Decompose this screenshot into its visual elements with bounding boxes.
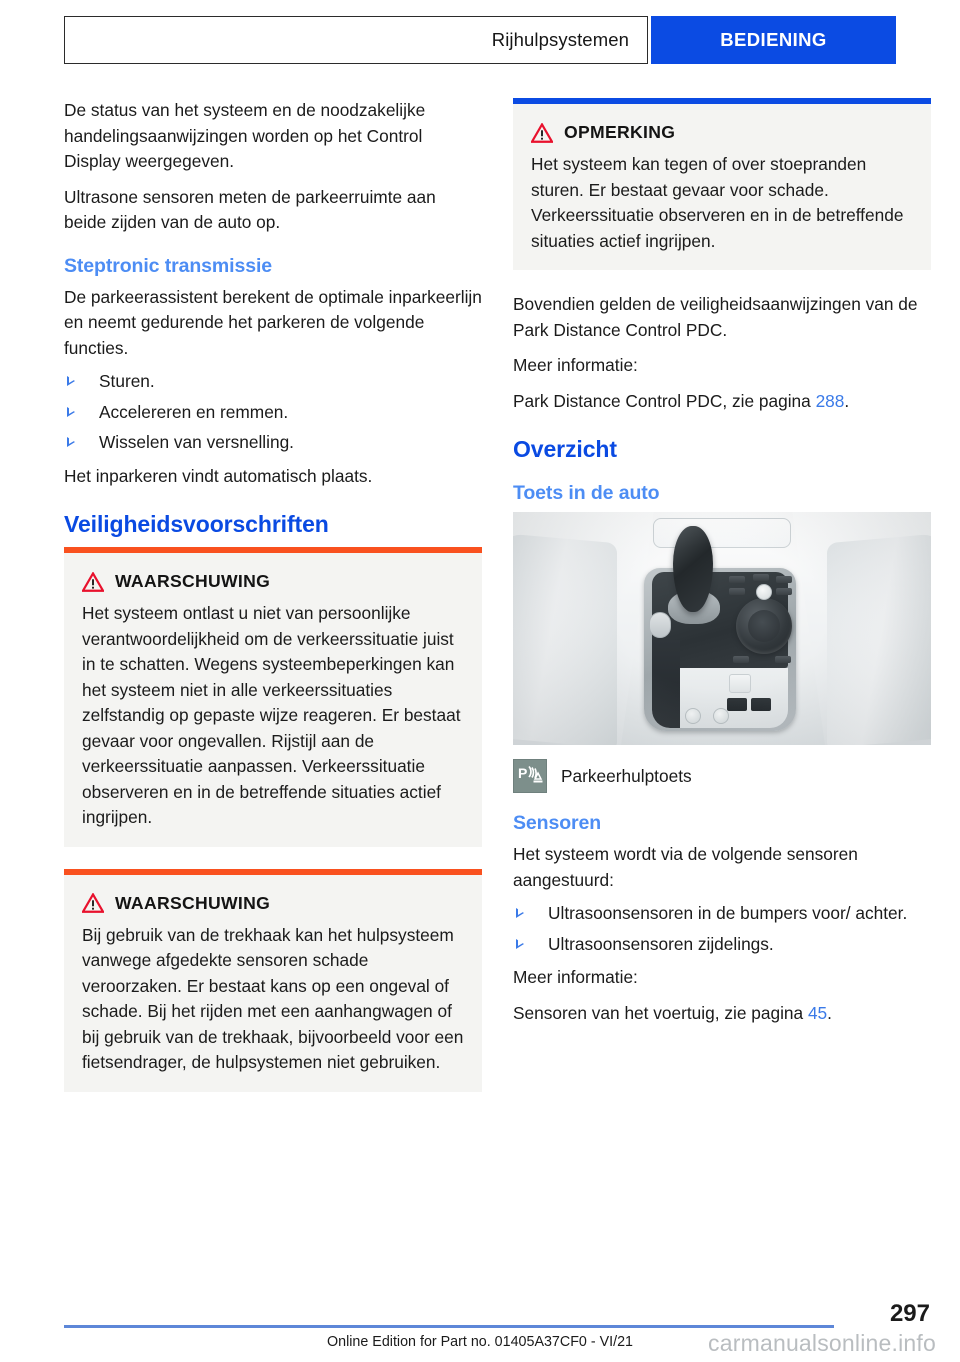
header-chapter-label: Rijhulpsystemen — [491, 29, 629, 50]
notice-text: Het systeem kan tegen of over stoepranden sturen. Er bestaat gevaar voor schade. Verkeerssituatie observeren en in de betreffende situaties actief ingrijpen. — [531, 154, 904, 251]
more-info-label-sensors: Meer informatie: — [513, 967, 638, 987]
list-item — [513, 932, 931, 958]
footer-divider — [64, 1325, 834, 1328]
list-item-label: Ultrasoonsensoren in de bumpers voor/ achter. — [548, 903, 908, 923]
page-number: 297 — [889, 1300, 930, 1327]
svg-text:P: P — [518, 765, 528, 781]
list-item — [64, 430, 482, 456]
list-item — [64, 400, 482, 426]
page-header — [64, 16, 896, 64]
list-item — [513, 901, 931, 927]
list-item-label: Ultrasoonsensoren zijdelings. — [548, 933, 774, 954]
list-item-label: Wisselen van versnelling. — [99, 432, 294, 452]
xref-suffix: . — [844, 390, 850, 411]
heading-safety: Veiligheidsvoorschriften — [64, 511, 329, 537]
steptronic-intro: De parkeerassistent berekent de optimale inparkeerlijn en neemt gedurende het parkeren de volgende functies. — [64, 286, 482, 358]
arrow-bullet-icon — [67, 437, 75, 447]
warning-label: WAARSCHUWING — [115, 571, 271, 591]
warning-label: WAARSCHUWING — [115, 892, 271, 913]
warning-box-2 — [64, 869, 482, 1092]
notice-box — [513, 98, 931, 270]
sensors-crossreference — [513, 1001, 931, 1027]
warning-triangle-icon — [531, 123, 553, 143]
xref-page-link[interactable]: 288 — [815, 390, 845, 411]
warning-header — [82, 893, 464, 914]
xref-prefix: Park Distance Control PDC, zie pagina — [513, 390, 816, 411]
footer-edition-note: Online Edition for Part no. 01405A37CF0 - VI/21 — [327, 1334, 633, 1350]
right-column — [513, 98, 931, 1036]
header-section-label: BEDIENING — [720, 29, 827, 50]
warning-header — [82, 571, 464, 592]
center-console-photo — [513, 512, 931, 745]
sensors-intro: Het systeem wordt via de volgende sensoren aangestuurd: — [513, 844, 858, 890]
warning-text: Bij gebruik van de trekhaak kan het hulpsysteem vanwege afgedekte sensoren schade veroorzaken. Er bestaat kans op een ongeval of schade. Bij het rijden met een aanhangwagen of bij gebruik van de trekhaak, bijvoorbeeld voor een fietsendrager, de hulpsystemen niet gebruiken. — [82, 924, 464, 1072]
warning-box-1 — [64, 547, 482, 847]
header-chapter-box — [64, 16, 648, 64]
pdc-crossreference — [513, 389, 931, 415]
list-item-label: Accelereren en remmen. — [99, 401, 289, 422]
caption-row — [513, 759, 931, 793]
arrow-bullet-icon — [516, 939, 524, 949]
parking-assistant-button-icon — [513, 759, 547, 793]
arrow-bullet-icon — [516, 908, 524, 918]
heading-overview: Overzicht — [513, 436, 617, 462]
xref-page-link[interactable]: 45 — [807, 1002, 828, 1023]
notice-label: OPMERKING — [564, 122, 676, 142]
heading-steptronic: Steptronic transmissie — [64, 254, 273, 277]
photo-vignette — [513, 512, 931, 745]
xref-prefix: Sensoren van het voertuig, zie pagina — [513, 1002, 808, 1023]
xref-suffix: . — [827, 1002, 832, 1023]
notice-header — [531, 122, 913, 143]
list-item-label: Sturen. — [99, 371, 155, 391]
more-info-label-pdc: Meer informatie: — [513, 355, 638, 375]
steptronic-closing: Het inparkeren vindt automatisch plaats. — [64, 465, 373, 486]
steptronic-function-list — [64, 369, 482, 456]
warning-text: Het systeem ontlast u niet van persoonlijke verantwoordelijkheid om de verkeerssituatie juist in te schatten. Wegens systeembeperkingen kan het systeem niet in alle verkeerssituaties zelfstandig op gepaste wijze reageren. Er bestaat gevaar voor ongevallen. Rijstijl aan de verkeerssituatie aanpassen. Verkeerssituatie observeren en in de betreffende situaties actief ingrijpen. — [82, 603, 461, 827]
arrow-bullet-icon — [67, 407, 75, 417]
pdc-paragraph: Bovendien gelden de veiligheidsaanwijzingen van de Park Distance Control PDC. — [513, 294, 918, 340]
watermark: carmanualsonline.info — [708, 1330, 936, 1356]
warning-triangle-icon — [82, 893, 104, 913]
intro-paragraph-2: Ultrasone sensoren meten de parkeerruimte aan beide zijden van de auto op. — [64, 186, 436, 232]
list-item — [64, 369, 482, 395]
heading-button-in-car: Toets in de auto — [513, 482, 660, 504]
header-section-box — [651, 16, 896, 64]
sensors-list — [513, 901, 931, 957]
caption-label: Parkeerhulptoets — [561, 765, 692, 786]
heading-sensors: Sensoren — [513, 812, 602, 834]
left-column — [64, 98, 482, 1114]
warning-triangle-icon — [82, 572, 104, 592]
arrow-bullet-icon — [67, 376, 75, 386]
intro-paragraph-1: De status van het systeem en de noodzakelijke handelingsaanwijzingen worden op het Control Display weergegeven. — [64, 100, 426, 171]
